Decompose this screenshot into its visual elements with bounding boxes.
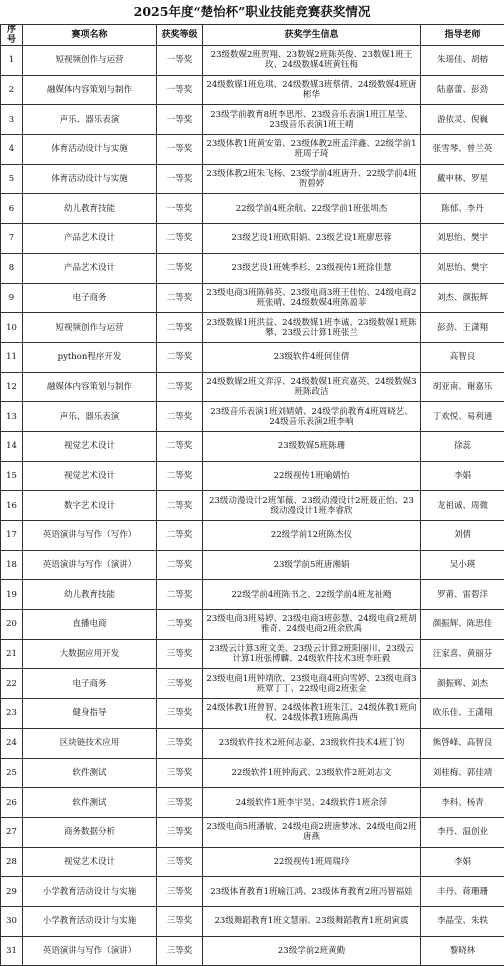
row-event: 软件测试 <box>23 758 157 788</box>
row-event: 英语演讲与写作（写作） <box>23 521 157 551</box>
row-award-level: 一等奖 <box>157 46 203 76</box>
row-award-level: 二等奖 <box>157 580 203 610</box>
table-row <box>1 906 504 936</box>
row-event: 短视频创作与运营 <box>23 313 157 343</box>
row-event: 幼儿教育技能 <box>23 194 157 224</box>
row-students: 23级学前5班唐湘娟 <box>203 550 421 580</box>
row-award-level: 二等奖 <box>157 313 203 343</box>
row-advisors: 朱瑶佳、胡榕 <box>421 46 504 76</box>
row-index: 23 <box>1 699 23 729</box>
table-row <box>1 461 504 491</box>
table-row <box>1 342 504 372</box>
row-award-level: 二等奖 <box>157 402 203 432</box>
table-row <box>1 699 504 729</box>
row-event: 直播电商 <box>23 610 157 640</box>
row-index: 9 <box>1 283 23 313</box>
row-students: 24级软件1班李宇昊、24级软件1班余萍 <box>203 788 421 818</box>
row-index: 29 <box>1 877 23 907</box>
row-award-level: 二等奖 <box>157 461 203 491</box>
row-event: 体育活动设计与实施 <box>23 164 157 194</box>
table-row <box>1 46 504 76</box>
table-row <box>1 817 504 847</box>
row-event: 声乐、器乐表演 <box>23 402 157 432</box>
row-award-level: 二等奖 <box>157 521 203 551</box>
row-advisors: 罗莆、雷碧洋 <box>421 580 504 610</box>
table-row <box>1 580 504 610</box>
row-advisors: 熊啓峰、高智良 <box>421 728 504 758</box>
table-row <box>1 669 504 699</box>
row-students: 22级学前4班余航、22级学前1班张圳杰 <box>203 194 421 224</box>
row-advisors: 刘思怡、樊宇 <box>421 253 504 283</box>
row-award-level: 二等奖 <box>157 550 203 580</box>
row-index: 2 <box>1 75 23 105</box>
table-row <box>1 135 504 165</box>
row-award-level: 三等奖 <box>157 788 203 818</box>
table-header-row <box>1 25 504 46</box>
row-advisors: 戴申林、罗星 <box>421 164 504 194</box>
row-students: 22级学前12班陈杰仪 <box>203 521 421 551</box>
row-advisors: 李晶莹、朱轶 <box>421 906 504 936</box>
row-students: 24级数媒1班危琪、24级数媒3班蔡倩、24级数媒4班唐彬华 <box>203 75 421 105</box>
row-advisors: 欧乐佳、王潇翔 <box>421 699 504 729</box>
row-advisors: 丰丹、蒋珊珊 <box>421 877 504 907</box>
row-advisors: 李科、杨青 <box>421 788 504 818</box>
row-index: 14 <box>1 431 23 461</box>
row-students: 23级电商3班陈韩英、23级电商3班王佳怡、24级电商2班张晴、24级数媒4班陈盈菲 <box>203 283 421 313</box>
row-index: 28 <box>1 847 23 877</box>
row-index: 7 <box>1 224 23 254</box>
row-event: python程序开发 <box>23 342 157 372</box>
table-row <box>1 728 504 758</box>
row-index: 26 <box>1 788 23 818</box>
row-students: 24级体教1班曾智、24级体教1班朱江、24级体教1班向权、24级体教1班陈禹西 <box>203 699 421 729</box>
row-award-level: 二等奖 <box>157 491 203 521</box>
table-row <box>1 788 504 818</box>
row-advisors: 刘思怡、樊宇 <box>421 224 504 254</box>
row-advisors: 丁欢悦、易利通 <box>421 402 504 432</box>
row-students: 23级舞蹈教育1班文慧丽、23级舞蹈教育1班胡寅震 <box>203 906 421 936</box>
row-students: 24级数媒2班文弈淳、24级数媒1班宾嘉英、24级数媒3班陈政洁 <box>203 372 421 402</box>
row-advisors: 龙祖诚、周微 <box>421 491 504 521</box>
header-event: 赛项名称 <box>23 25 157 46</box>
row-students: 23级体育教育1班喻江鸿、23级体育教育2班冯智福娃 <box>203 877 421 907</box>
row-index: 5 <box>1 164 23 194</box>
row-index: 24 <box>1 728 23 758</box>
table-row <box>1 105 504 135</box>
row-index: 1 <box>1 46 23 76</box>
table-row <box>1 639 504 669</box>
row-index: 21 <box>1 639 23 669</box>
row-event: 融媒体内容策划与制作 <box>23 75 157 105</box>
row-award-level: 三等奖 <box>157 699 203 729</box>
table-row <box>1 610 504 640</box>
table-row <box>1 847 504 877</box>
row-advisors: 刘桂梅、郭佳靖 <box>421 758 504 788</box>
row-award-level: 一等奖 <box>157 164 203 194</box>
row-award-level: 三等奖 <box>157 847 203 877</box>
row-students: 23级音乐表演1班刘婧婧、24级学前教育4班周晓艺、24级音乐表演2班李响 <box>203 402 421 432</box>
table-row <box>1 253 504 283</box>
row-event: 幼儿教育技能 <box>23 580 157 610</box>
table-row <box>1 283 504 313</box>
row-advisors: 李娟 <box>421 847 504 877</box>
row-event: 数字艺术设计 <box>23 491 157 521</box>
row-index: 27 <box>1 817 23 847</box>
row-advisors: 吴小瑛 <box>421 550 504 580</box>
row-advisors: 高智良 <box>421 342 504 372</box>
row-index: 4 <box>1 135 23 165</box>
row-advisors: 游依灵、倪巍 <box>421 105 504 135</box>
row-index: 15 <box>1 461 23 491</box>
row-index: 18 <box>1 550 23 580</box>
row-event: 产品艺术设计 <box>23 253 157 283</box>
row-award-level: 二等奖 <box>157 253 203 283</box>
table-row <box>1 194 504 224</box>
row-students: 23级云计算3班文美、23级云计算2班阳丽川、23级云计算1班张博麟、24级软件技术3班李旺毅 <box>203 639 421 669</box>
row-advisors: 颜振辉、刘杰 <box>421 669 504 699</box>
row-index: 10 <box>1 313 23 343</box>
row-students: 22级视传1班喻婧怡 <box>203 461 421 491</box>
row-event: 商务数据分析 <box>23 817 157 847</box>
row-students: 23级电商3班易婷、23级电商3班彭慧、24级电商2班胡雅奇、24级电商2班余欣禹 <box>203 610 421 640</box>
table-row <box>1 402 504 432</box>
table-row <box>1 431 504 461</box>
header-index: 序号 <box>1 25 23 46</box>
row-advisors: 张雪琴、曾兰英 <box>421 135 504 165</box>
row-students: 22级学前4班陈书之、22级学前4班龙祉飏 <box>203 580 421 610</box>
table-row <box>1 758 504 788</box>
row-students: 23级艺设1班姚季杉、23级视传1班徐佳慧 <box>203 253 421 283</box>
row-advisors: 颜振辉、陈思佳 <box>421 610 504 640</box>
row-award-level: 二等奖 <box>157 431 203 461</box>
row-event: 小学教育活动设计与实施 <box>23 906 157 936</box>
row-event: 电子商务 <box>23 669 157 699</box>
table-row <box>1 550 504 580</box>
row-event: 软件测试 <box>23 788 157 818</box>
row-award-level: 二等奖 <box>157 610 203 640</box>
row-event: 体育活动设计与实施 <box>23 135 157 165</box>
table-row <box>1 877 504 907</box>
row-students: 23级数媒2班贺翔、23数媒2班陈英俊、23数媒1班王玫、24级数媒4班黄钰梅 <box>203 46 421 76</box>
row-award-level: 三等奖 <box>157 728 203 758</box>
row-award-level: 三等奖 <box>157 936 203 966</box>
row-award-level: 二等奖 <box>157 342 203 372</box>
table-row <box>1 164 504 194</box>
row-award-level: 三等奖 <box>157 639 203 669</box>
row-index: 19 <box>1 580 23 610</box>
row-award-level: 二等奖 <box>157 372 203 402</box>
table-row <box>1 491 504 521</box>
row-advisors: 李丹、温创业 <box>421 817 504 847</box>
row-award-level: 二等奖 <box>157 283 203 313</box>
table-row <box>1 224 504 254</box>
row-award-level: 一等奖 <box>157 194 203 224</box>
row-students: 23级电商1班钟靖欣、23级电商4班向雪婷、23级电商3班覃丁丁、22级电商2班张金 <box>203 669 421 699</box>
row-event: 英语演讲与写作（演讲） <box>23 550 157 580</box>
header-advisors: 指导老师 <box>421 25 504 46</box>
row-award-level: 一等奖 <box>157 135 203 165</box>
row-advisors: 陆嘉蕾、彭劲 <box>421 75 504 105</box>
row-index: 30 <box>1 906 23 936</box>
row-award-level: 一等奖 <box>157 105 203 135</box>
row-students: 23级动漫设计2班邹薇、23级动漫设计2班聂正怡、23级动漫设计1班李睿欣 <box>203 491 421 521</box>
row-students: 23级艺设1班欧阳娟、23级艺设1班廖思蓉 <box>203 224 421 254</box>
row-advisors: 彭劲、王潇翔 <box>421 313 504 343</box>
row-advisors: 胡亚南、谢嘉乐 <box>421 372 504 402</box>
row-students: 23级数媒5班陈珊 <box>203 431 421 461</box>
row-advisors: 刘倩 <box>421 521 504 551</box>
row-students: 23级体教1班黄安第、23级体教2班孟洋鑫、22级学前1班周子琦 <box>203 135 421 165</box>
row-index: 22 <box>1 669 23 699</box>
row-award-level: 二等奖 <box>157 224 203 254</box>
row-event: 健身指导 <box>23 699 157 729</box>
row-students: 23级学前教育8班李思彤、23级音乐表演1班江星莹、23级音乐表演1班王晴 <box>203 105 421 135</box>
row-event: 大数据应用开发 <box>23 639 157 669</box>
row-index: 6 <box>1 194 23 224</box>
row-event: 视觉艺术设计 <box>23 461 157 491</box>
row-index: 16 <box>1 491 23 521</box>
table-row <box>1 936 504 966</box>
awards-table <box>0 24 504 966</box>
table-body <box>1 46 504 966</box>
row-award-level: 三等奖 <box>157 669 203 699</box>
row-index: 13 <box>1 402 23 432</box>
row-event: 区块链技术应用 <box>23 728 157 758</box>
row-students: 23级体教2班朱飞杨、23级学前4班唐升、22级学前4班贺碧婷 <box>203 164 421 194</box>
row-event: 英语演讲与写作（演讲） <box>23 936 157 966</box>
row-index: 17 <box>1 521 23 551</box>
table-row <box>1 521 504 551</box>
row-index: 25 <box>1 758 23 788</box>
row-index: 11 <box>1 342 23 372</box>
row-event: 声乐、器乐表演 <box>23 105 157 135</box>
row-index: 3 <box>1 105 23 135</box>
row-event: 小学教育活动设计与实施 <box>23 877 157 907</box>
row-event: 产品艺术设计 <box>23 224 157 254</box>
row-index: 12 <box>1 372 23 402</box>
row-students: 23级软件4班何佳倩 <box>203 342 421 372</box>
row-event: 视觉艺术设计 <box>23 431 157 461</box>
row-advisors: 徐蕊 <box>421 431 504 461</box>
row-advisors: 李娟 <box>421 461 504 491</box>
row-index: 8 <box>1 253 23 283</box>
row-students: 23级数媒1班洪益、24级数媒1班李诚、23级数媒1班陈攀、23级云计算1班张兰 <box>203 313 421 343</box>
row-students: 22级视传1班周瑞玲 <box>203 847 421 877</box>
table-row <box>1 313 504 343</box>
row-students: 23级电商5班潘敏、24级电商2班唐梦冰、24级电商2班唐燕 <box>203 817 421 847</box>
row-award-level: 三等奖 <box>157 906 203 936</box>
row-advisors: 刘杰、颜振辉 <box>421 283 504 313</box>
row-advisors: 汪家喜、黄丽芬 <box>421 639 504 669</box>
row-event: 视觉艺术设计 <box>23 847 157 877</box>
row-event: 电子商务 <box>23 283 157 313</box>
row-award-level: 一等奖 <box>157 75 203 105</box>
header-award-level: 获奖等级 <box>157 25 203 46</box>
table-row <box>1 372 504 402</box>
row-students: 22级软件1班钟海武、23级软件2班刘志文 <box>203 758 421 788</box>
document-title: 2025年度“楚怡杯”职业技能竞赛获奖情况 <box>0 0 504 24</box>
row-event: 融媒体内容策划与制作 <box>23 372 157 402</box>
row-students: 23级学前2班黄勤 <box>203 936 421 966</box>
table-row <box>1 75 504 105</box>
row-index: 31 <box>1 936 23 966</box>
row-award-level: 三等奖 <box>157 758 203 788</box>
row-students: 23级软件技术2班何志豪、23级软件技术4班丁钧 <box>203 728 421 758</box>
row-advisors: 陈郁、李丹 <box>421 194 504 224</box>
row-index: 20 <box>1 610 23 640</box>
row-award-level: 三等奖 <box>157 817 203 847</box>
header-students: 获奖学生信息 <box>203 25 421 46</box>
row-advisors: 黎晓林 <box>421 936 504 966</box>
row-award-level: 三等奖 <box>157 877 203 907</box>
row-event: 短视频创作与运营 <box>23 46 157 76</box>
